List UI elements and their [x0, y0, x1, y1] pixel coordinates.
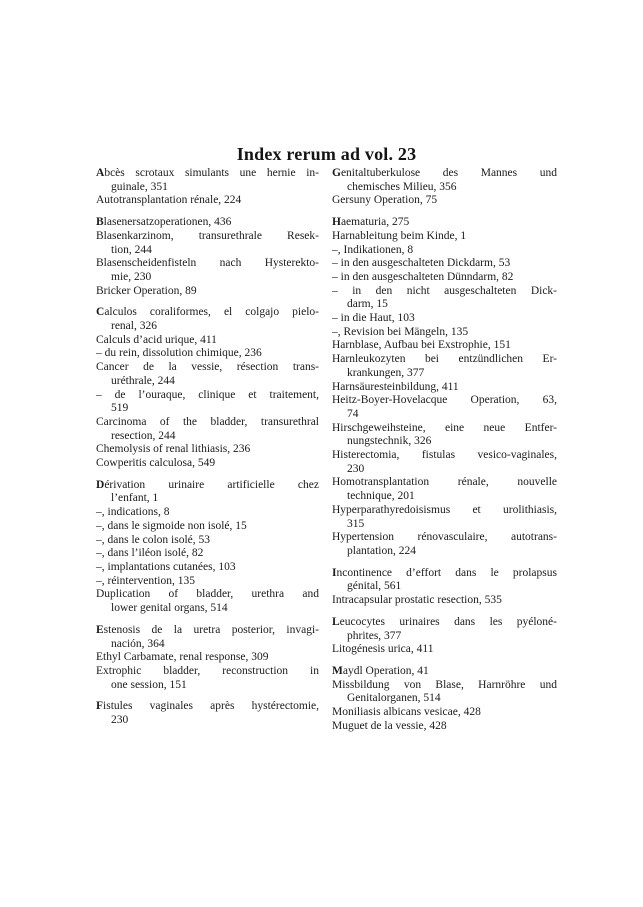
index-entry	[332, 449, 557, 476]
entry-line: Homotransplantation rénale, nouvelle	[332, 476, 557, 489]
index-entry	[332, 312, 557, 326]
entry-line: nungstechnik, 326	[347, 435, 432, 448]
entry-line: Autotransplantation rénale, 224	[96, 194, 242, 207]
index-entry	[96, 216, 319, 230]
entry-line: Blasenscheidenfisteln nach Hysterekto-	[96, 257, 319, 270]
entry-line: Cancer de la vessie, résection trans-	[96, 361, 319, 374]
index-entry	[96, 443, 319, 457]
entry-line: Missbildung von Blase, Harnröhre und	[332, 678, 557, 691]
entry-line: one session, 151	[111, 678, 187, 691]
index-group-C	[96, 306, 319, 470]
index-entry	[332, 257, 557, 271]
index-entry	[332, 339, 557, 353]
entry-line: Estenosis de la uretra posterior, invagi-	[96, 623, 319, 636]
index-entry	[332, 567, 557, 594]
lead-letter: B	[96, 216, 104, 229]
entry-line: Litogénesis urica, 411	[332, 643, 434, 656]
lead-letter: A	[96, 167, 105, 179]
index-entry	[332, 476, 557, 503]
index-entry	[332, 353, 557, 380]
lead-letter: D	[96, 478, 105, 491]
entry-line: 230	[347, 462, 365, 475]
entry-line: génital, 561	[347, 580, 402, 593]
entry-line: Chemolysis of renal lithiasis, 236	[96, 443, 251, 456]
entry-line: Cowperitis calculosa, 549	[96, 457, 216, 470]
entry-line: Maydl Operation, 41	[332, 664, 429, 677]
lead-letter: I	[332, 566, 337, 579]
entry-line: –, dans le colon isolé, 53	[96, 533, 211, 546]
entry-line: 230	[111, 714, 129, 727]
entry-line: Harnsäuresteinbildung, 411	[332, 380, 459, 393]
index-entry	[96, 700, 319, 727]
entry-line: krankungen, 377	[347, 366, 425, 379]
entry-line: Carcinoma of the bladder, transurethral	[96, 415, 319, 428]
index-entry	[96, 306, 319, 333]
index-entry	[96, 334, 319, 348]
index-entry	[96, 194, 319, 208]
index-entry	[96, 561, 319, 575]
index-entry	[332, 720, 557, 734]
index-group-H	[332, 216, 557, 559]
entry-line: Extrophic bladder, reconstruction in	[96, 664, 319, 677]
entry-line: Histerectomia, fistulas vesico-vaginales,	[332, 449, 557, 462]
entry-line: Ethyl Carbamate, renal response, 309	[96, 651, 269, 664]
entry-line: plantation, 224	[347, 544, 416, 557]
index-entry	[332, 381, 557, 395]
lead-letter: L	[332, 615, 340, 628]
entry-line: – in den nicht ausgeschalteten Dick-	[332, 284, 557, 297]
entry-line: Hypertension rénovasculaire, autotrans-	[332, 531, 557, 544]
entry-line: –, Revision bei Mängeln, 135	[332, 325, 469, 338]
index-entry	[96, 624, 319, 651]
entry-line: 315	[347, 517, 365, 530]
lead-letter: F	[96, 700, 104, 713]
entry-line: Intracapsular prostatic resection, 535	[332, 594, 502, 607]
index-entry	[332, 643, 557, 657]
entry-line: Harnleukozyten bei entzündlichen Er-	[332, 353, 557, 366]
lead-letter: M	[332, 664, 343, 677]
entry-line: lower genital organs, 514	[111, 602, 228, 615]
index-group-M	[332, 665, 557, 734]
index-entry	[332, 394, 557, 421]
entry-line: renal, 326	[111, 320, 157, 333]
index-entry	[96, 534, 319, 548]
index-entry	[332, 665, 557, 679]
index-entry	[96, 506, 319, 520]
entry-line: – de l’ouraque, clinique et traitement,	[96, 388, 319, 401]
index-entry	[332, 706, 557, 720]
lead-letter: C	[96, 306, 105, 319]
lead-letter: H	[332, 216, 341, 229]
index-entry	[332, 616, 557, 643]
index-entry	[332, 326, 557, 340]
index-entry	[332, 679, 557, 706]
index-group-G	[332, 167, 557, 208]
entry-line: –, Indikationen, 8	[332, 243, 414, 256]
index-entry	[332, 504, 557, 531]
entry-line: tion, 244	[111, 243, 152, 256]
index-group-B	[96, 216, 319, 298]
entry-line: Duplication of bladder, urethra and	[96, 588, 319, 601]
index-entry	[332, 167, 557, 194]
entry-line: –, dans le sigmoide non isolé, 15	[96, 519, 247, 532]
lead-letter: E	[96, 623, 104, 636]
entry-line: Genitalorganen, 514	[347, 692, 441, 705]
index-entry	[96, 457, 319, 471]
entry-line: 74	[347, 407, 359, 420]
index-entry	[96, 347, 319, 361]
entry-line: technique, 201	[347, 490, 415, 503]
entry-line: Calculs d’acid urique, 411	[96, 333, 217, 346]
entry-line: mie, 230	[111, 270, 152, 283]
entry-line: – in die Haut, 103	[332, 312, 415, 325]
index-entry	[96, 651, 319, 665]
entry-line: Blasenkarzinom, transurethrale Resek-	[96, 229, 319, 242]
entry-line: Genitaltuberkulose des Mannes und	[332, 167, 557, 179]
entry-line: Fistules vaginales après hystérectomie,	[96, 700, 319, 713]
index-entry	[96, 479, 319, 506]
entry-line: Leucocytes urinaires dans les pyéloné-	[332, 615, 557, 628]
entry-line: – du rein, dissolution chimique, 236	[96, 347, 262, 360]
index-group-F	[96, 700, 319, 727]
index-entry	[96, 416, 319, 443]
index-columns	[96, 167, 557, 733]
entry-line: 519	[111, 402, 129, 415]
entry-line: – in den ausgeschalteten Dickdarm, 53	[332, 257, 511, 270]
entry-line: –, dans l’iléon isolé, 82	[96, 547, 204, 560]
index-entry	[96, 665, 319, 692]
entry-line: Harnblase, Aufbau bei Exstrophie, 151	[332, 339, 511, 352]
index-entry	[96, 285, 319, 299]
entry-line: resection, 244	[111, 429, 176, 442]
entry-line: darm, 15	[347, 298, 388, 311]
page-title: Index rerum ad vol. 23	[236, 144, 417, 165]
index-entry	[332, 244, 557, 258]
entry-line: Incontinence d’effort dans le prolapsus	[332, 566, 557, 579]
entry-line: –, indications, 8	[96, 506, 170, 519]
entry-line: – in den ausgeschalteten Dünndarm, 82	[332, 270, 514, 283]
index-group-D	[96, 479, 319, 616]
index-entry	[332, 285, 557, 312]
entry-line: Blasenersatzoperationen, 436	[96, 216, 232, 229]
index-column-left	[96, 167, 319, 733]
entry-line: Abcès scrotaux simulants une hernie in-	[96, 167, 319, 179]
index-entry	[96, 167, 319, 194]
index-group-L	[332, 616, 557, 657]
index-entry	[96, 389, 319, 416]
entry-line: Gersuny Operation, 75	[332, 194, 438, 207]
entry-line: Heitz-Boyer-Hovelacque Operation, 63,	[332, 394, 557, 407]
index-entry	[332, 531, 557, 558]
index-entry	[96, 257, 319, 284]
index-group-A	[96, 167, 319, 208]
entry-line: Harnableitung beim Kinde, 1	[332, 229, 467, 242]
index-entry	[332, 271, 557, 285]
index-entry	[332, 216, 557, 230]
index-entry	[332, 194, 557, 208]
index-entry	[96, 361, 319, 388]
entry-line: Hirschgeweihsteine, eine neue Entfer-	[332, 421, 557, 434]
entry-line: guinale, 351	[111, 180, 168, 193]
entry-line: Dérivation urinaire artificielle chez	[96, 478, 319, 491]
index-group-E	[96, 624, 319, 693]
index-entry	[96, 230, 319, 257]
index-entry	[332, 422, 557, 449]
entry-line: Calculos coraliformes, el colgajo pielo-	[96, 306, 319, 319]
entry-line: –, réintervention, 135	[96, 574, 196, 587]
entry-line: chemisches Milieu, 356	[347, 180, 457, 193]
entry-line: Muguet de la vessie, 428	[332, 719, 447, 732]
entry-line: phrites, 377	[347, 629, 402, 642]
entry-line: Moniliasis albicans vesicae, 428	[332, 706, 481, 719]
entry-line: Hyperparathyredoisismus et urolithiasis,	[332, 503, 557, 516]
index-column-right	[332, 167, 557, 733]
index-entry	[96, 547, 319, 561]
entry-line: Bricker Operation, 89	[96, 284, 197, 297]
entry-line: nación, 364	[111, 637, 165, 650]
entry-line: l’enfant, 1	[111, 492, 159, 505]
entry-line: –, implantations cutanées, 103	[96, 560, 236, 573]
entry-line: Haematuria, 275	[332, 216, 410, 229]
index-entry	[96, 588, 319, 615]
index-entry	[96, 575, 319, 589]
entry-line: uréthrale, 244	[111, 374, 175, 387]
index-entry	[332, 230, 557, 244]
index-entry	[96, 520, 319, 534]
lead-letter: G	[332, 167, 341, 179]
index-group-I	[332, 567, 557, 608]
index-entry	[332, 594, 557, 608]
